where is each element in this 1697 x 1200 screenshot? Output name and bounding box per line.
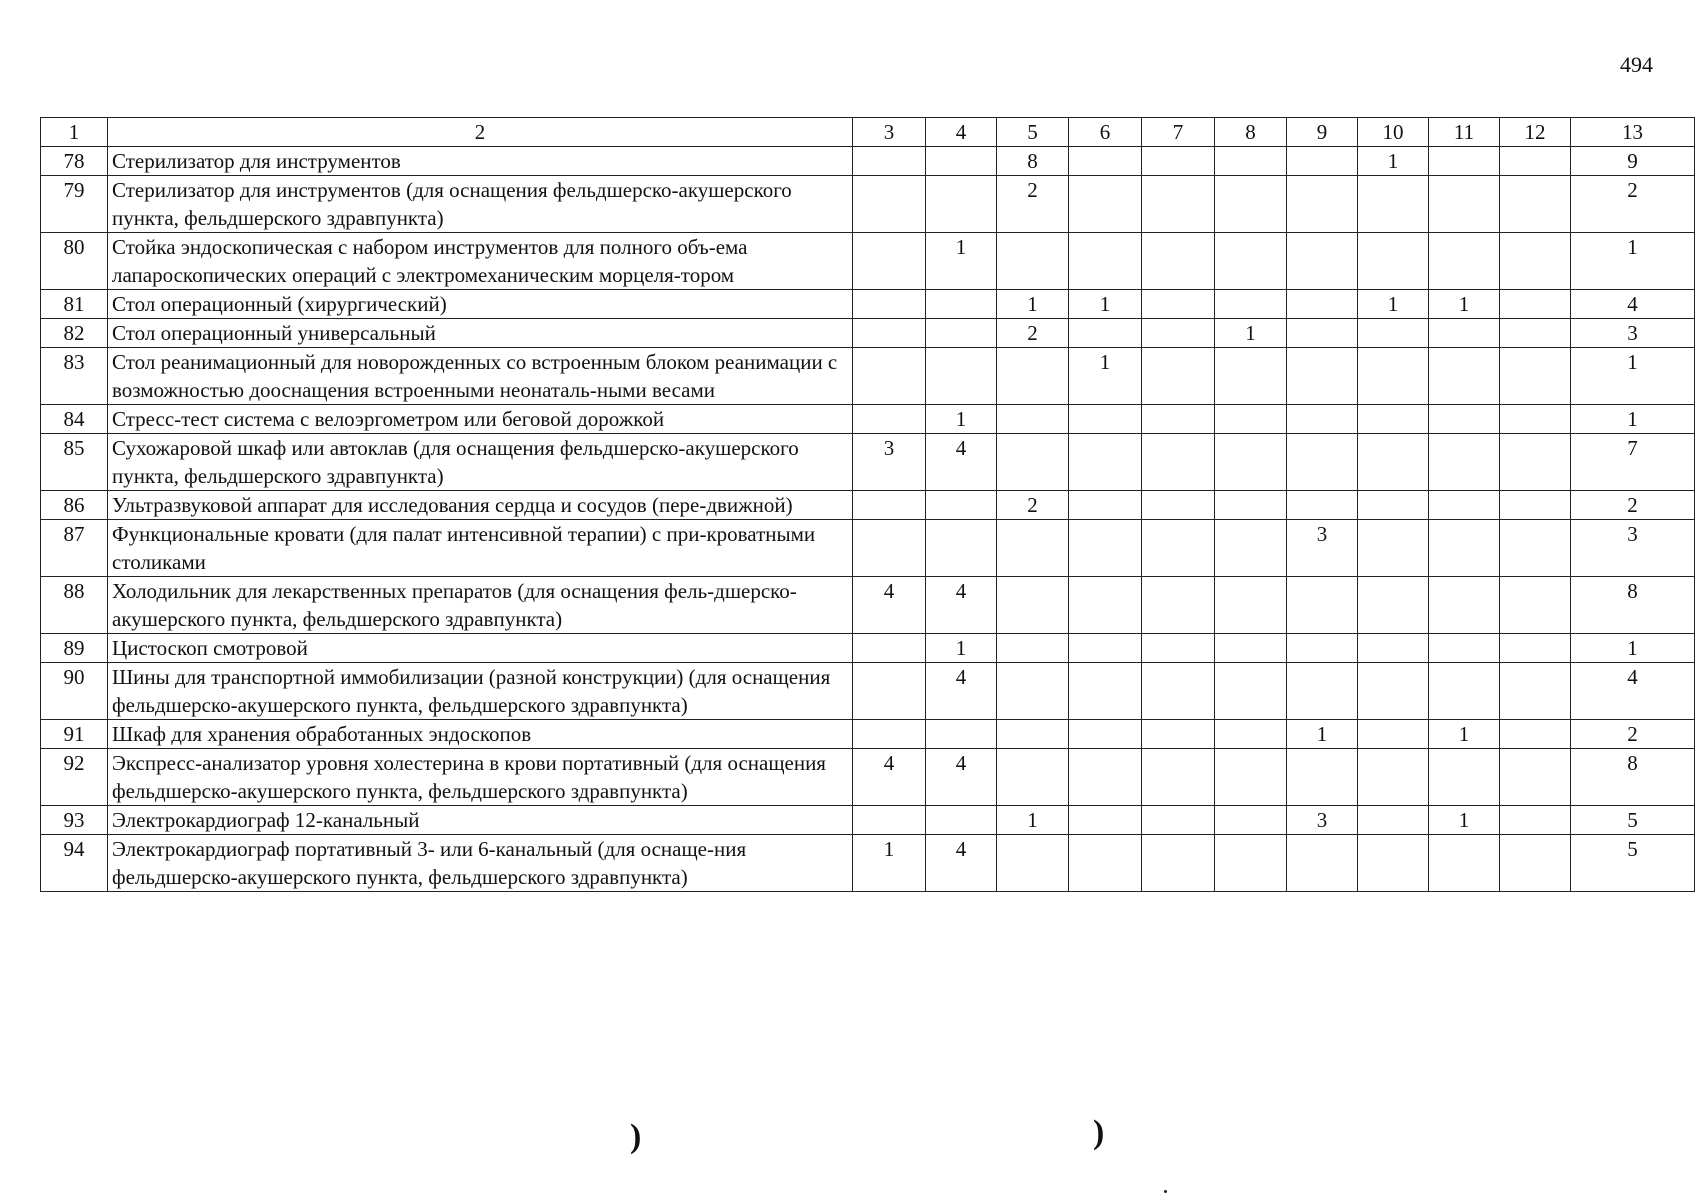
table-row — [41, 176, 1695, 233]
quantity-cell — [1069, 233, 1142, 290]
quantity-cell: 2 — [997, 176, 1069, 233]
quantity-cell: 1 — [997, 290, 1069, 319]
quantity-cell — [997, 405, 1069, 434]
quantity-cell — [1215, 634, 1287, 663]
table-row — [41, 348, 1695, 405]
row-number: 88 — [41, 577, 108, 634]
quantity-cell — [1142, 749, 1215, 806]
header-cell: 13 — [1571, 118, 1695, 147]
equipment-name: Стол операционный (хирургический) — [108, 290, 853, 319]
quantity-cell — [853, 520, 926, 577]
quantity-cell — [853, 491, 926, 520]
quantity-cell — [853, 147, 926, 176]
quantity-cell — [1500, 577, 1571, 634]
quantity-cell — [926, 348, 997, 405]
row-number: 87 — [41, 520, 108, 577]
quantity-cell: 1 — [1429, 720, 1500, 749]
total-cell: 7 — [1571, 434, 1695, 491]
quantity-cell — [1358, 434, 1429, 491]
table-row — [41, 233, 1695, 290]
total-cell: 1 — [1571, 634, 1695, 663]
table-row — [41, 634, 1695, 663]
quantity-cell — [1215, 806, 1287, 835]
equipment-name: Шкаф для хранения обработанных эндоскопов — [108, 720, 853, 749]
total-cell: 2 — [1571, 720, 1695, 749]
quantity-cell — [1500, 749, 1571, 806]
quantity-cell — [853, 348, 926, 405]
quantity-cell — [1429, 319, 1500, 348]
equipment-table — [40, 117, 1695, 892]
quantity-cell — [853, 233, 926, 290]
header-cell: 10 — [1358, 118, 1429, 147]
equipment-name: Электрокардиограф портативный 3- или 6-канальный (для оснаще-ния фельдшерско-акушерского пункта, фельдшерского здравпункта) — [108, 835, 853, 892]
quantity-cell — [1069, 176, 1142, 233]
quantity-cell — [1215, 520, 1287, 577]
quantity-cell — [1069, 577, 1142, 634]
quantity-cell: 2 — [997, 319, 1069, 348]
quantity-cell — [1069, 663, 1142, 720]
quantity-cell — [1500, 147, 1571, 176]
equipment-name: Экспресс-анализатор уровня холестерина в крови портативный (для оснащения фельдшерско-акушерского пункта, фельдшерского здравпункта) — [108, 749, 853, 806]
quantity-cell — [1215, 147, 1287, 176]
quantity-cell — [1500, 348, 1571, 405]
table-row — [41, 806, 1695, 835]
quantity-cell — [1500, 290, 1571, 319]
table-row — [41, 749, 1695, 806]
equipment-name: Функциональные кровати (для палат интенсивной терапии) с при-кроватными столиками — [108, 520, 853, 577]
equipment-name: Цистоскоп смотровой — [108, 634, 853, 663]
equipment-name: Стойка эндоскопическая с набором инструментов для полного объ-ема лапароскопических операций с электромеханическим морцеля-тором — [108, 233, 853, 290]
quantity-cell — [1215, 663, 1287, 720]
quantity-cell — [853, 720, 926, 749]
quantity-cell — [1358, 806, 1429, 835]
equipment-name: Холодильник для лекарственных препаратов (для оснащения фель-дшерско-акушерского пункта, фельдшерского здравпункта) — [108, 577, 853, 634]
footer-mark-right: ) — [1093, 1114, 1105, 1151]
quantity-cell — [1142, 577, 1215, 634]
header-cell: 1 — [41, 118, 108, 147]
quantity-cell — [926, 806, 997, 835]
quantity-cell — [997, 577, 1069, 634]
quantity-cell — [1215, 835, 1287, 892]
quantity-cell: 1 — [1358, 147, 1429, 176]
quantity-cell — [1500, 233, 1571, 290]
header-cell: 5 — [997, 118, 1069, 147]
total-cell: 4 — [1571, 290, 1695, 319]
quantity-cell — [1358, 835, 1429, 892]
table-row — [41, 835, 1695, 892]
quantity-cell: 1 — [853, 835, 926, 892]
row-number: 86 — [41, 491, 108, 520]
quantity-cell — [1142, 634, 1215, 663]
quantity-cell — [853, 663, 926, 720]
quantity-cell — [1215, 290, 1287, 319]
quantity-cell — [1358, 176, 1429, 233]
row-number: 85 — [41, 434, 108, 491]
table-row — [41, 520, 1695, 577]
quantity-cell — [1069, 491, 1142, 520]
total-cell: 1 — [1571, 233, 1695, 290]
row-number: 89 — [41, 634, 108, 663]
quantity-cell: 4 — [926, 749, 997, 806]
quantity-cell — [997, 634, 1069, 663]
quantity-cell — [1429, 749, 1500, 806]
quantity-cell — [1287, 233, 1358, 290]
quantity-cell — [1429, 147, 1500, 176]
quantity-cell — [1069, 806, 1142, 835]
quantity-cell — [1142, 835, 1215, 892]
quantity-cell — [1358, 749, 1429, 806]
quantity-cell — [926, 147, 997, 176]
quantity-cell — [1429, 634, 1500, 663]
equipment-name: Стол операционный универсальный — [108, 319, 853, 348]
quantity-cell — [1215, 176, 1287, 233]
table-row — [41, 290, 1695, 319]
footer-mark-left: ) — [630, 1118, 642, 1155]
total-cell: 1 — [1571, 405, 1695, 434]
quantity-cell: 1 — [926, 405, 997, 434]
quantity-cell — [1142, 806, 1215, 835]
quantity-cell — [1069, 835, 1142, 892]
quantity-cell — [1287, 319, 1358, 348]
row-number: 81 — [41, 290, 108, 319]
quantity-cell: 4 — [853, 749, 926, 806]
quantity-cell — [1358, 663, 1429, 720]
quantity-cell — [1500, 405, 1571, 434]
quantity-cell — [1500, 319, 1571, 348]
equipment-name: Электрокардиограф 12-канальный — [108, 806, 853, 835]
equipment-name: Сухожаровой шкаф или автоклав (для оснащения фельдшерско-акушерского пункта, фельдшерского здравпункта) — [108, 434, 853, 491]
quantity-cell — [1287, 434, 1358, 491]
quantity-cell — [1429, 233, 1500, 290]
row-number: 91 — [41, 720, 108, 749]
header-row — [41, 118, 1695, 147]
total-cell: 5 — [1571, 806, 1695, 835]
row-number: 80 — [41, 233, 108, 290]
stray-dot — [1164, 1190, 1167, 1193]
quantity-cell — [1429, 491, 1500, 520]
quantity-cell — [997, 749, 1069, 806]
header-cell: 4 — [926, 118, 997, 147]
quantity-cell: 1 — [926, 233, 997, 290]
total-cell: 5 — [1571, 835, 1695, 892]
quantity-cell: 1 — [1287, 720, 1358, 749]
quantity-cell — [1069, 405, 1142, 434]
quantity-cell — [1358, 348, 1429, 405]
quantity-cell — [997, 720, 1069, 749]
quantity-cell — [1500, 176, 1571, 233]
quantity-cell — [1142, 720, 1215, 749]
quantity-cell — [853, 806, 926, 835]
quantity-cell — [1500, 663, 1571, 720]
header-cell: 9 — [1287, 118, 1358, 147]
quantity-cell — [1069, 749, 1142, 806]
quantity-cell — [1215, 720, 1287, 749]
quantity-cell — [1429, 176, 1500, 233]
total-cell: 4 — [1571, 663, 1695, 720]
quantity-cell: 4 — [926, 577, 997, 634]
quantity-cell: 1 — [1215, 319, 1287, 348]
quantity-cell — [1069, 720, 1142, 749]
header-cell: 6 — [1069, 118, 1142, 147]
quantity-cell — [1142, 491, 1215, 520]
quantity-cell — [1429, 348, 1500, 405]
quantity-cell — [926, 720, 997, 749]
quantity-cell — [1429, 434, 1500, 491]
table-row — [41, 663, 1695, 720]
quantity-cell: 1 — [1358, 290, 1429, 319]
total-cell: 2 — [1571, 176, 1695, 233]
quantity-cell — [1429, 405, 1500, 434]
quantity-cell — [1287, 577, 1358, 634]
quantity-cell — [1358, 720, 1429, 749]
quantity-cell — [1500, 720, 1571, 749]
quantity-cell — [1500, 806, 1571, 835]
quantity-cell — [997, 233, 1069, 290]
quantity-cell — [1429, 663, 1500, 720]
quantity-cell: 4 — [926, 663, 997, 720]
table-row — [41, 491, 1695, 520]
quantity-cell — [1429, 577, 1500, 634]
quantity-cell: 1 — [997, 806, 1069, 835]
quantity-cell — [1287, 348, 1358, 405]
quantity-cell — [1069, 319, 1142, 348]
equipment-name: Стерилизатор для инструментов (для оснащения фельдшерско-акушерского пункта, фельдшерского здравпункта) — [108, 176, 853, 233]
quantity-cell — [1215, 233, 1287, 290]
total-cell: 1 — [1571, 348, 1695, 405]
header-cell: 2 — [108, 118, 853, 147]
quantity-cell — [926, 491, 997, 520]
quantity-cell — [1500, 434, 1571, 491]
quantity-cell — [853, 405, 926, 434]
quantity-cell — [1142, 233, 1215, 290]
row-number: 78 — [41, 147, 108, 176]
header-cell: 11 — [1429, 118, 1500, 147]
quantity-cell — [1358, 405, 1429, 434]
equipment-name: Ультразвуковой аппарат для исследования сердца и сосудов (пере-движной) — [108, 491, 853, 520]
quantity-cell — [1215, 348, 1287, 405]
quantity-cell — [1358, 577, 1429, 634]
header-cell: 7 — [1142, 118, 1215, 147]
total-cell: 9 — [1571, 147, 1695, 176]
quantity-cell: 1 — [926, 634, 997, 663]
quantity-cell — [1215, 577, 1287, 634]
equipment-name: Стресс-тест система с велоэргометром или беговой дорожкой — [108, 405, 853, 434]
quantity-cell — [1287, 749, 1358, 806]
quantity-cell — [1142, 348, 1215, 405]
quantity-cell — [853, 319, 926, 348]
quantity-cell — [1142, 290, 1215, 319]
quantity-cell — [853, 634, 926, 663]
quantity-cell — [1500, 835, 1571, 892]
header-cell: 12 — [1500, 118, 1571, 147]
quantity-cell — [997, 835, 1069, 892]
equipment-name: Стерилизатор для инструментов — [108, 147, 853, 176]
row-number: 79 — [41, 176, 108, 233]
row-number: 83 — [41, 348, 108, 405]
table-row — [41, 434, 1695, 491]
quantity-cell: 1 — [1069, 348, 1142, 405]
quantity-cell: 1 — [1069, 290, 1142, 319]
quantity-cell — [1142, 520, 1215, 577]
quantity-cell: 4 — [926, 835, 997, 892]
quantity-cell: 3 — [1287, 806, 1358, 835]
quantity-cell — [1358, 319, 1429, 348]
quantity-cell — [1215, 491, 1287, 520]
table-row — [41, 147, 1695, 176]
quantity-cell — [1500, 520, 1571, 577]
quantity-cell — [1287, 663, 1358, 720]
quantity-cell — [997, 520, 1069, 577]
quantity-cell — [997, 434, 1069, 491]
header-cell: 3 — [853, 118, 926, 147]
quantity-cell — [1142, 434, 1215, 491]
header-cell: 8 — [1215, 118, 1287, 147]
quantity-cell: 1 — [1429, 290, 1500, 319]
quantity-cell — [1358, 491, 1429, 520]
row-number: 94 — [41, 835, 108, 892]
quantity-cell — [926, 290, 997, 319]
quantity-cell: 4 — [853, 577, 926, 634]
quantity-cell — [1287, 290, 1358, 319]
quantity-cell — [1142, 176, 1215, 233]
quantity-cell: 1 — [1429, 806, 1500, 835]
quantity-cell — [1215, 749, 1287, 806]
total-cell: 3 — [1571, 520, 1695, 577]
quantity-cell — [1358, 634, 1429, 663]
quantity-cell — [1429, 520, 1500, 577]
equipment-name: Шины для транспортной иммобилизации (разной конструкции) (для оснащения фельдшерско-акушерского пункта, фельдшерского здравпункта) — [108, 663, 853, 720]
row-number: 92 — [41, 749, 108, 806]
quantity-cell — [926, 520, 997, 577]
quantity-cell: 2 — [997, 491, 1069, 520]
quantity-cell — [1287, 835, 1358, 892]
quantity-cell — [1142, 147, 1215, 176]
quantity-cell — [1287, 491, 1358, 520]
row-number: 93 — [41, 806, 108, 835]
quantity-cell — [1358, 520, 1429, 577]
total-cell: 8 — [1571, 749, 1695, 806]
page-number: 494 — [1620, 52, 1653, 77]
quantity-cell — [853, 176, 926, 233]
quantity-cell — [1287, 405, 1358, 434]
quantity-cell — [1358, 233, 1429, 290]
quantity-cell — [1215, 405, 1287, 434]
quantity-cell — [997, 348, 1069, 405]
quantity-cell — [853, 290, 926, 319]
quantity-cell — [1069, 434, 1142, 491]
quantity-cell: 3 — [853, 434, 926, 491]
total-cell: 8 — [1571, 577, 1695, 634]
equipment-name: Стол реанимационный для новорожденных со встроенным блоком реанимации с возможностью дооснащения встроенными неонаталь-ными весами — [108, 348, 853, 405]
quantity-cell — [1429, 835, 1500, 892]
quantity-cell: 4 — [926, 434, 997, 491]
table-row — [41, 319, 1695, 348]
quantity-cell — [1142, 663, 1215, 720]
row-number: 90 — [41, 663, 108, 720]
quantity-cell — [926, 319, 997, 348]
table-row — [41, 720, 1695, 749]
table-row — [41, 405, 1695, 434]
quantity-cell — [1069, 147, 1142, 176]
quantity-cell — [1142, 405, 1215, 434]
quantity-cell — [1287, 176, 1358, 233]
quantity-cell — [1142, 319, 1215, 348]
table-row — [41, 577, 1695, 634]
total-cell: 2 — [1571, 491, 1695, 520]
quantity-cell: 3 — [1287, 520, 1358, 577]
row-number: 84 — [41, 405, 108, 434]
quantity-cell — [1500, 634, 1571, 663]
quantity-cell — [997, 663, 1069, 720]
quantity-cell — [1287, 147, 1358, 176]
row-number: 82 — [41, 319, 108, 348]
quantity-cell — [1287, 634, 1358, 663]
quantity-cell: 8 — [997, 147, 1069, 176]
total-cell: 3 — [1571, 319, 1695, 348]
quantity-cell — [926, 176, 997, 233]
quantity-cell — [1215, 434, 1287, 491]
quantity-cell — [1500, 491, 1571, 520]
quantity-cell — [1069, 634, 1142, 663]
quantity-cell — [1069, 520, 1142, 577]
